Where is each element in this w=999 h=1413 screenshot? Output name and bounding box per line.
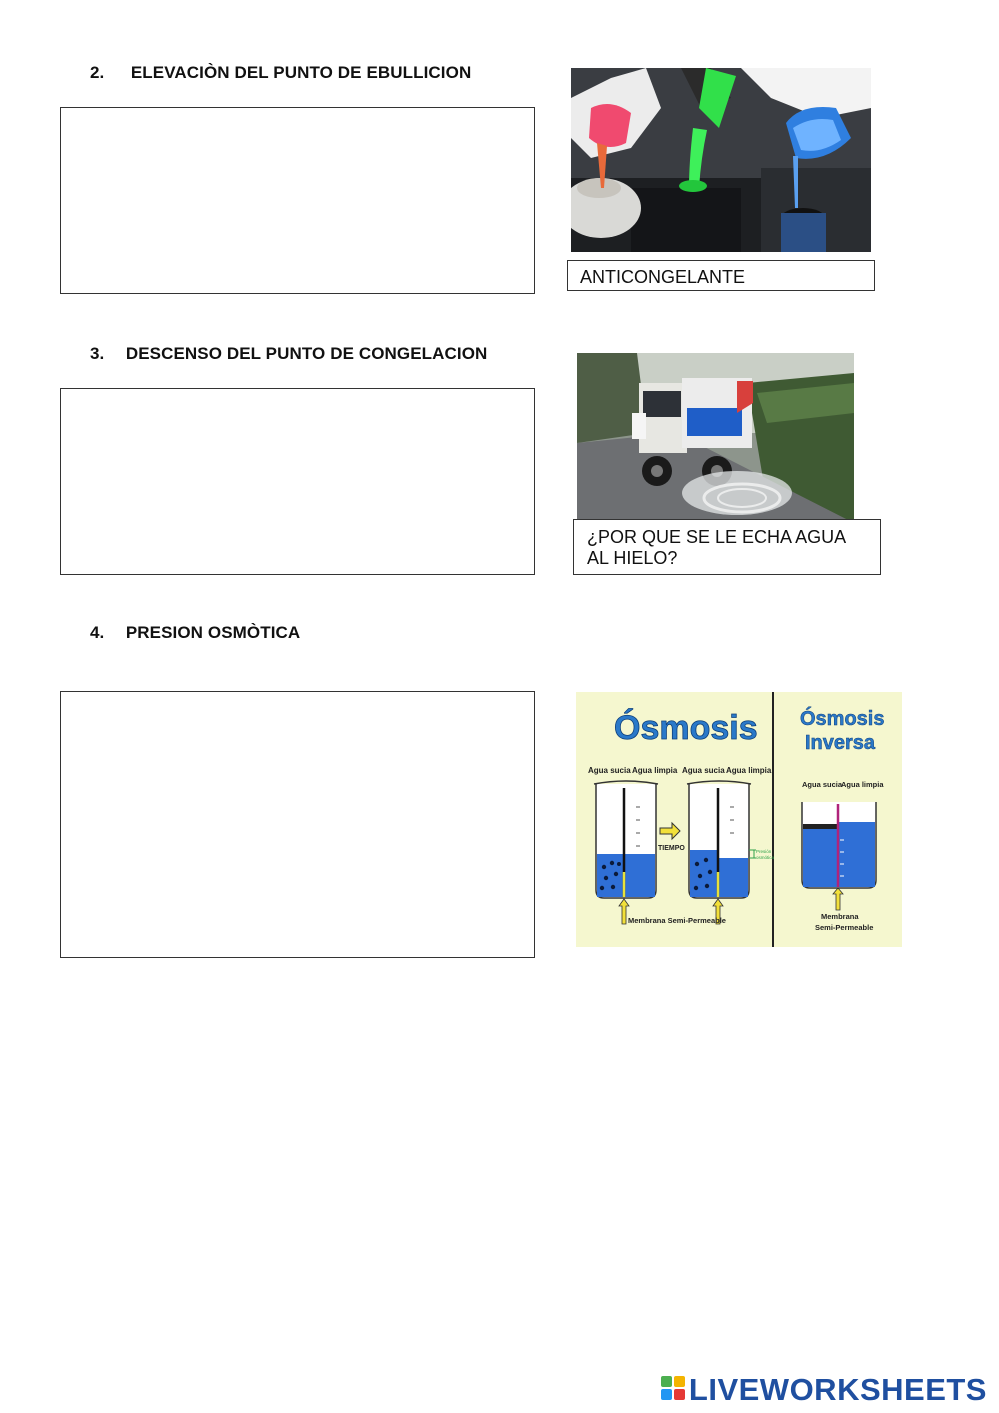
antifreeze-pouring-photo bbox=[571, 68, 871, 252]
label-clean-water-2: Agua limpia bbox=[726, 766, 772, 775]
section-title: ELEVACIÒN DEL PUNTO DE EBULLICION bbox=[130, 63, 472, 82]
liveworksheets-brand bbox=[661, 1372, 987, 1408]
liveworksheets-logo-icon bbox=[661, 1376, 685, 1405]
brand-name: LIVEWORKSHEETS bbox=[688, 1372, 987, 1407]
reverse-osmosis-title-1: Ósmosis bbox=[800, 708, 885, 730]
label-dirty-water-3: Agua sucia bbox=[802, 780, 843, 789]
label-osmotic-pressure-1: Presión bbox=[756, 849, 772, 854]
caption-text: ¿POR QUE SE LE ECHA AGUA AL HIELO? bbox=[587, 527, 846, 568]
answer-box-boiling-point[interactable] bbox=[60, 107, 535, 294]
label-dirty-water: Agua sucia bbox=[588, 766, 631, 775]
section-title: PRESION OSMÒTICA bbox=[125, 623, 301, 642]
answer-box-freezing-point[interactable] bbox=[60, 388, 535, 575]
caption-text: ANTICONGELANTE bbox=[580, 267, 746, 287]
label-clean-water-3: Agua limpia bbox=[841, 780, 884, 789]
reverse-osmosis-title-2: Inversa bbox=[805, 732, 876, 754]
section-number: 3. bbox=[90, 344, 105, 363]
section-heading-3 bbox=[90, 344, 487, 364]
answer-box-osmotic-pressure[interactable] bbox=[60, 691, 535, 958]
label-membrane-1: Membrana bbox=[821, 912, 859, 921]
osmosis-diagram bbox=[576, 692, 902, 947]
section-number: 2. bbox=[90, 63, 105, 82]
osmosis-title: Ósmosis bbox=[614, 709, 758, 747]
label-osmotic-pressure-2: osmótica bbox=[756, 855, 775, 860]
section-heading-2 bbox=[90, 63, 471, 83]
label-membrane-2: Semi-Permeable bbox=[815, 923, 874, 932]
section-heading-4 bbox=[90, 623, 300, 643]
section-title: DESCENSO DEL PUNTO DE CONGELACION bbox=[125, 344, 488, 363]
caption-ice-question bbox=[573, 519, 881, 575]
label-clean-water: Agua limpia bbox=[632, 766, 678, 775]
label-dirty-water-2: Agua sucia bbox=[682, 766, 725, 775]
label-time: TIEMPO bbox=[658, 845, 685, 852]
label-membrane: Membrana Semi-Permeable bbox=[628, 916, 726, 925]
caption-antifreeze bbox=[567, 260, 875, 291]
section-number: 4. bbox=[90, 623, 105, 642]
